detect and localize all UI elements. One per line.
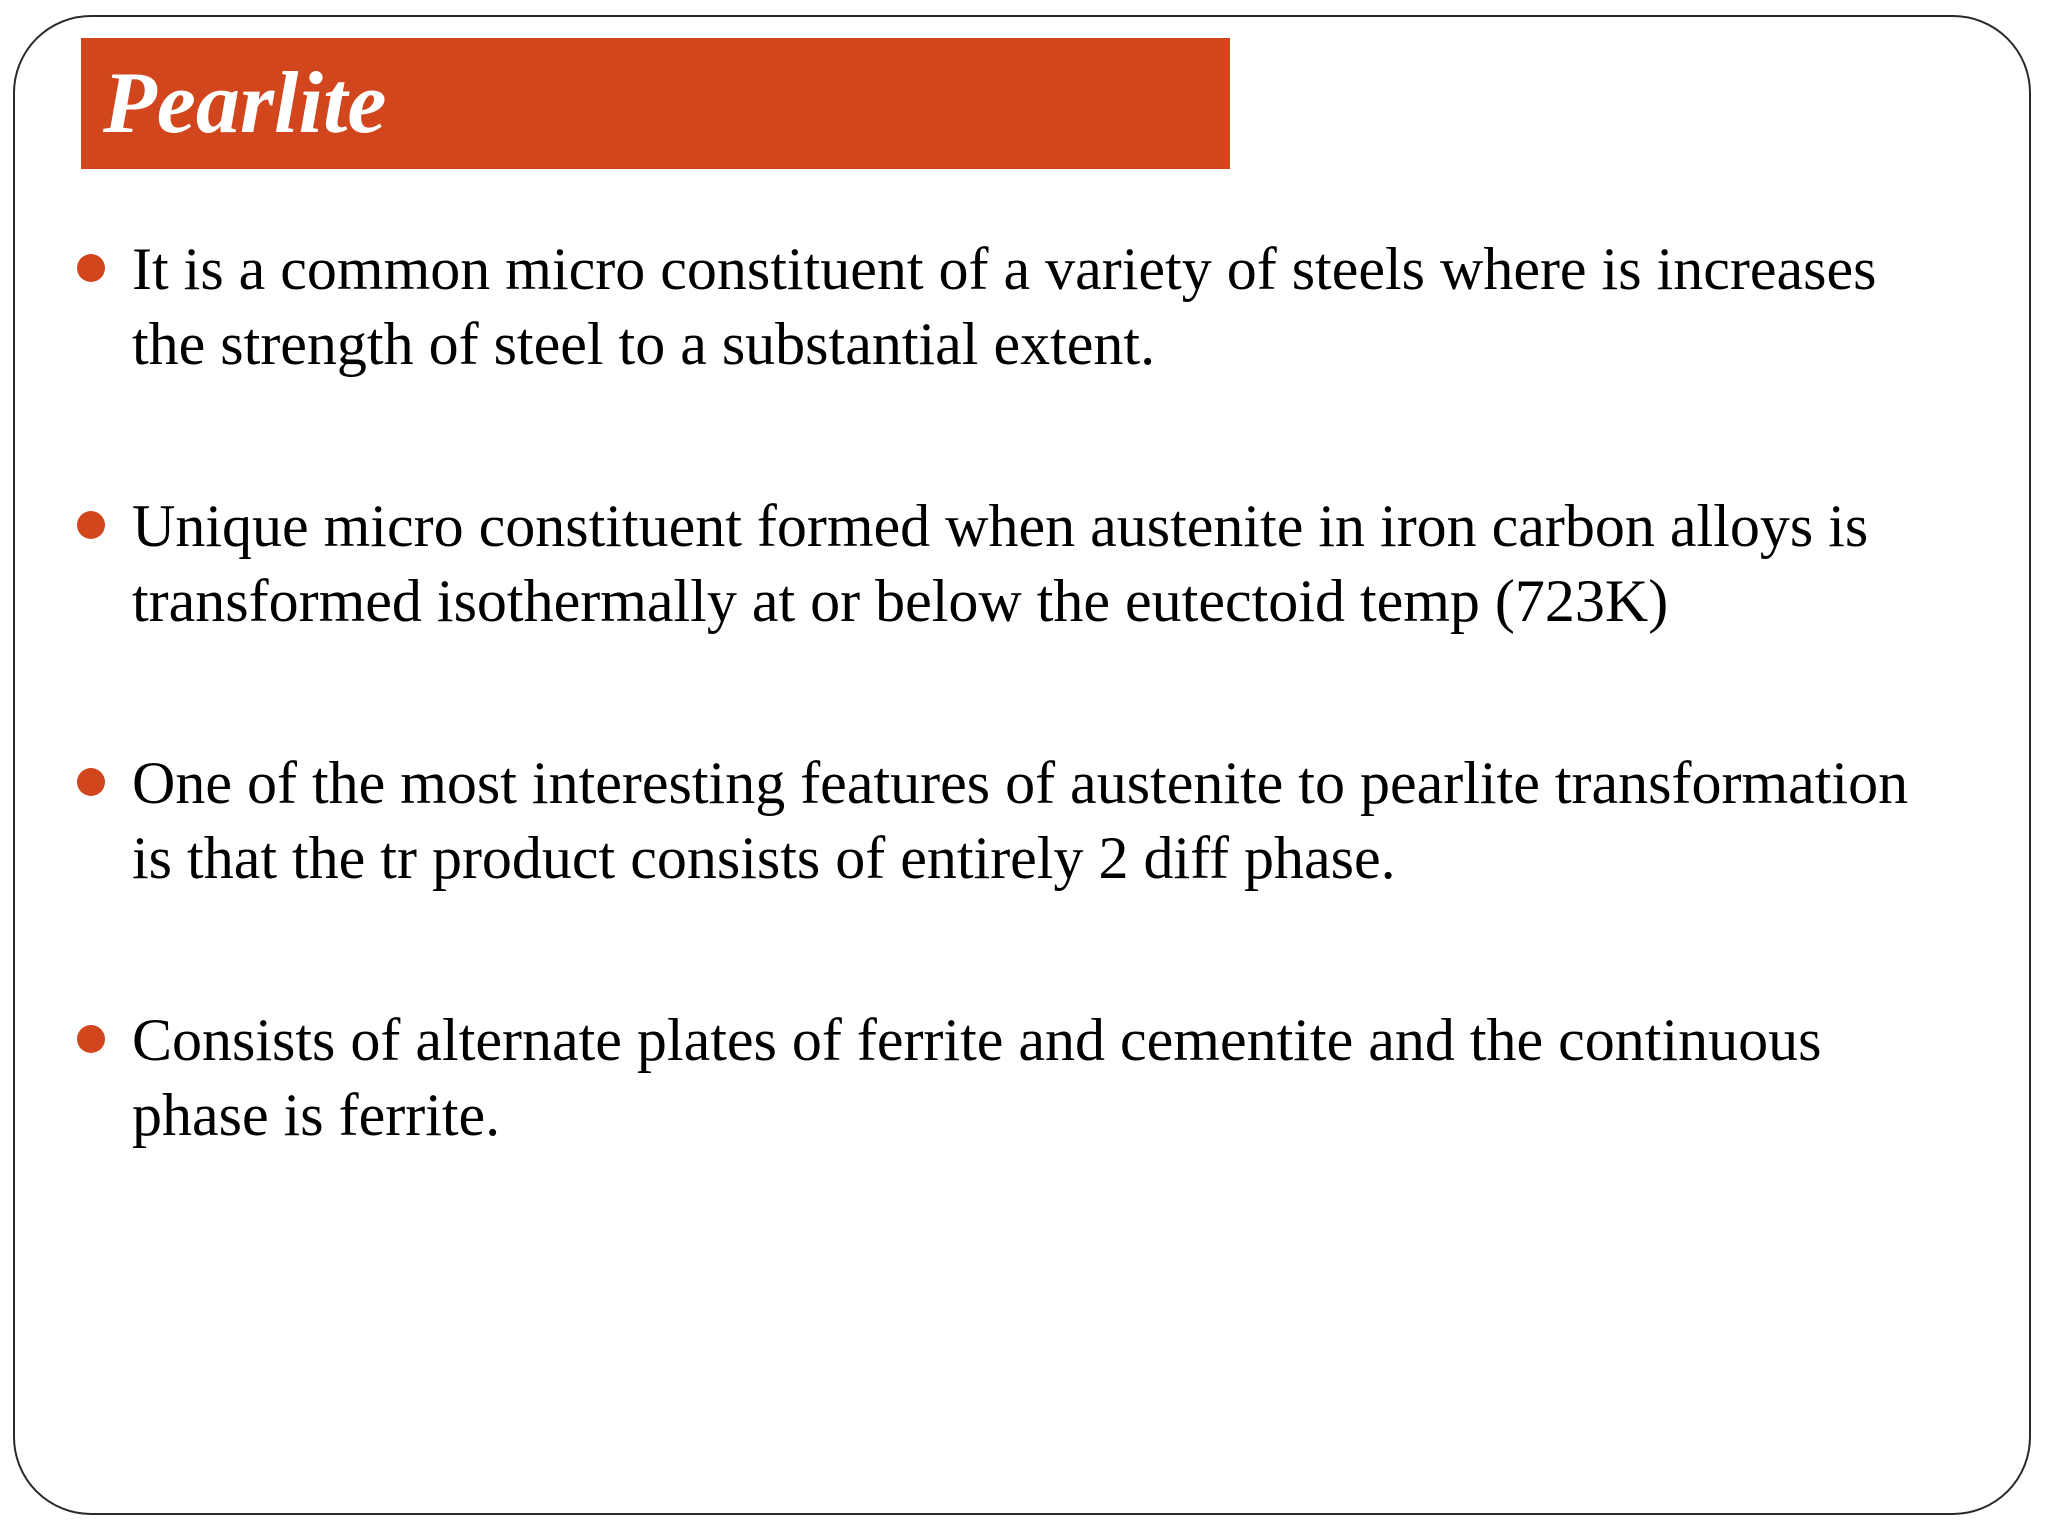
- bullet-dot-icon: [77, 768, 105, 796]
- bullet-line: is that the tr product consists of entirely 2 diff phase.: [132, 825, 1396, 891]
- bullet-line: Consists of alternate plates of ferrite and cementite and the continuous: [132, 1007, 1822, 1073]
- bullet-line: the strength of steel to a substantial extent.: [132, 311, 1156, 377]
- bullet-text: [132, 1003, 2004, 1153]
- bullet-dot-icon: [77, 254, 105, 282]
- bullet-text: [132, 489, 2004, 639]
- bullet-line: It is a common micro constituent of a variety of steels where is increases: [132, 236, 1877, 302]
- bullet-line: transformed isothermally at or below the eutectoid temp (723K): [132, 568, 1669, 634]
- bullet-line: One of the most interesting features of austenite to pearlite transformation: [132, 750, 1909, 816]
- slide-title: Pearlite: [103, 55, 387, 152]
- bullet-line: phase is ferrite.: [132, 1082, 501, 1148]
- title-banner: [81, 38, 1230, 169]
- bullet-text: [132, 232, 2004, 382]
- bullet-line: Unique micro constituent formed when austenite in iron carbon alloys is: [132, 493, 1869, 559]
- bullet-text: [132, 746, 2004, 896]
- bullet-dot-icon: [77, 511, 105, 539]
- bullet-dot-icon: [77, 1025, 105, 1053]
